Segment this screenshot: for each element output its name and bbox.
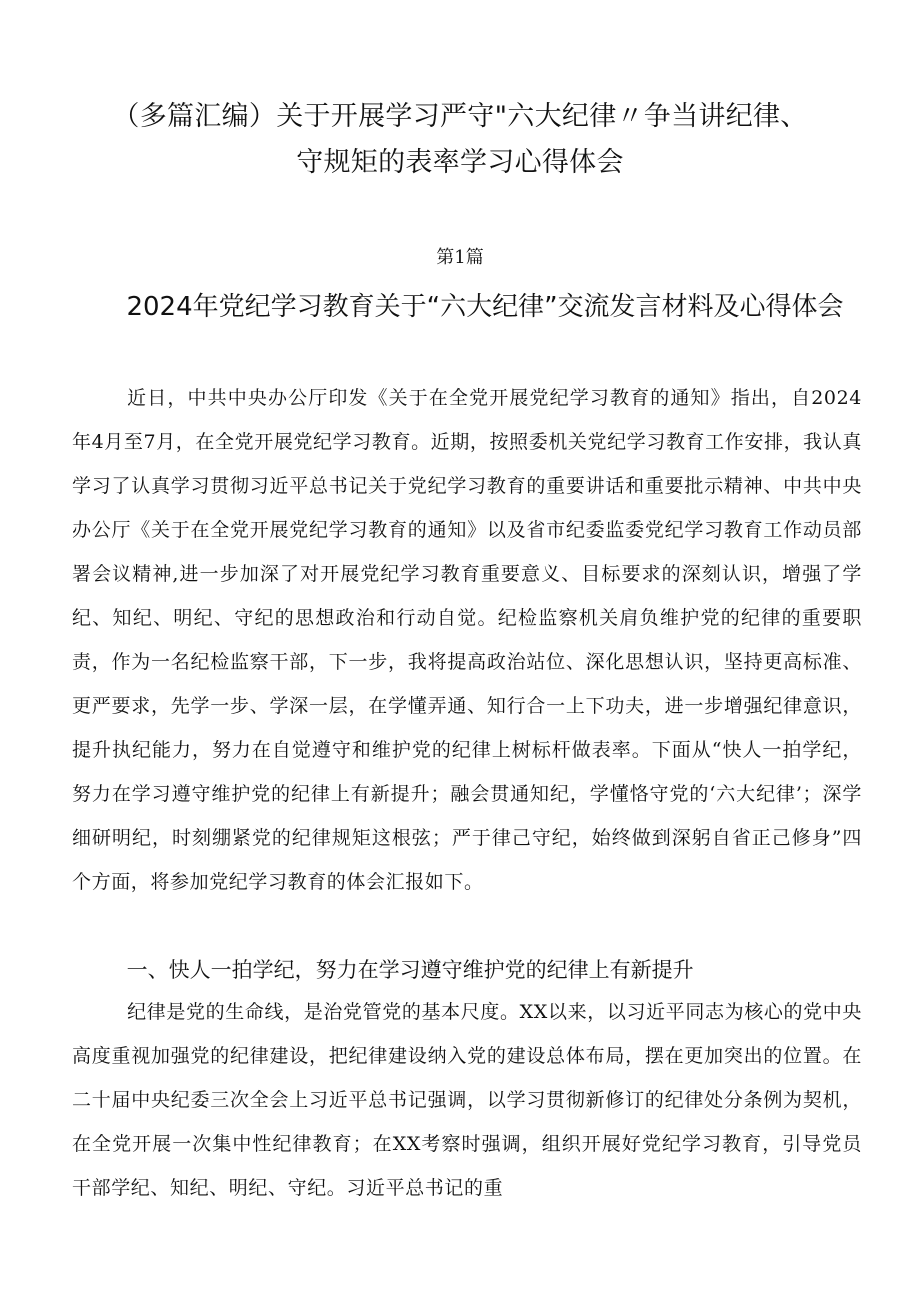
body-paragraph-2: 纪律是党的生命线，是治党管党的基本尺度。XX以来，以习近平同志为核心的党中央高度重视加强党的纪律建设，把纪律建设纳入党的建设总体布局，摆在更加突出的位置。在二十届中央纪委三次全会上习近平总书记强调，以学习贯彻新修订的纪律处分条例为契机，在全党开展一次集中性纪律教育；在XX考察时强调，组织开展好党纪学习教育，引导党员干部学纪、知纪、明纪、守纪。习近平总书记的重 — [72, 1001, 862, 1199]
body-paragraph-1: 近日，中共中央办公厅印发《关于在全党开展党纪学习教育的通知》指出，自2024年4月至7月，在全党开展党纪学习教育。近期，按照委机关党纪学习教育工作安排，我认真学习了认真学习贯彻习近平总书记关于党纪学习教育的重要讲话和重要批示精神、中共中央办公厅《关于在全党开展党纪学习教育的通知》以及省市纪委监委党纪学习教育工作动员部署会议精神,进一步加深了对开展党纪学习教育重要意义、目标要求的深刻认识，增强了学纪、知纪、明纪、守纪的思想政治和行动自觉。纪检监察机关肩负维护党的纪律的重要职责，作为一名纪检监察干部，下一步，我将提高政治站位、深化思想认识，坚持更高标准、更严要求，先学一步、学深一层，在学懂弄通、知行合一上下功夫，进一步增强纪律意识，提升执纪能力，努力在自觉遵守和维护党的纪律上树标杆做表率。下面从“快人一拍学纪，努力在学习遵守维护党的纪律上有新提升；融会贯通知纪，学懂恪守党的‘六大纪律’；深学细研明纪，时刻绷紧党的纪律规矩这根弦；严于律己守纪，始终做到深躬自省正己修身”四个方面，将参加党纪学习教育的体会汇报如下。 — [72, 387, 862, 893]
document-title: （多篇汇编）关于开展学习严守"六大纪律〃争当讲纪律、守规矩的表率学习心得体会 — [112, 101, 808, 178]
article-title: 2024年党纪学习教育关于“六大纪律”交流发言材料及心得体会 — [126, 292, 844, 322]
part-label: 第1篇 — [436, 247, 484, 268]
section-heading-1: 一、快人一拍学纪，努力在学习遵守维护党的纪律上有新提升 — [126, 958, 694, 982]
